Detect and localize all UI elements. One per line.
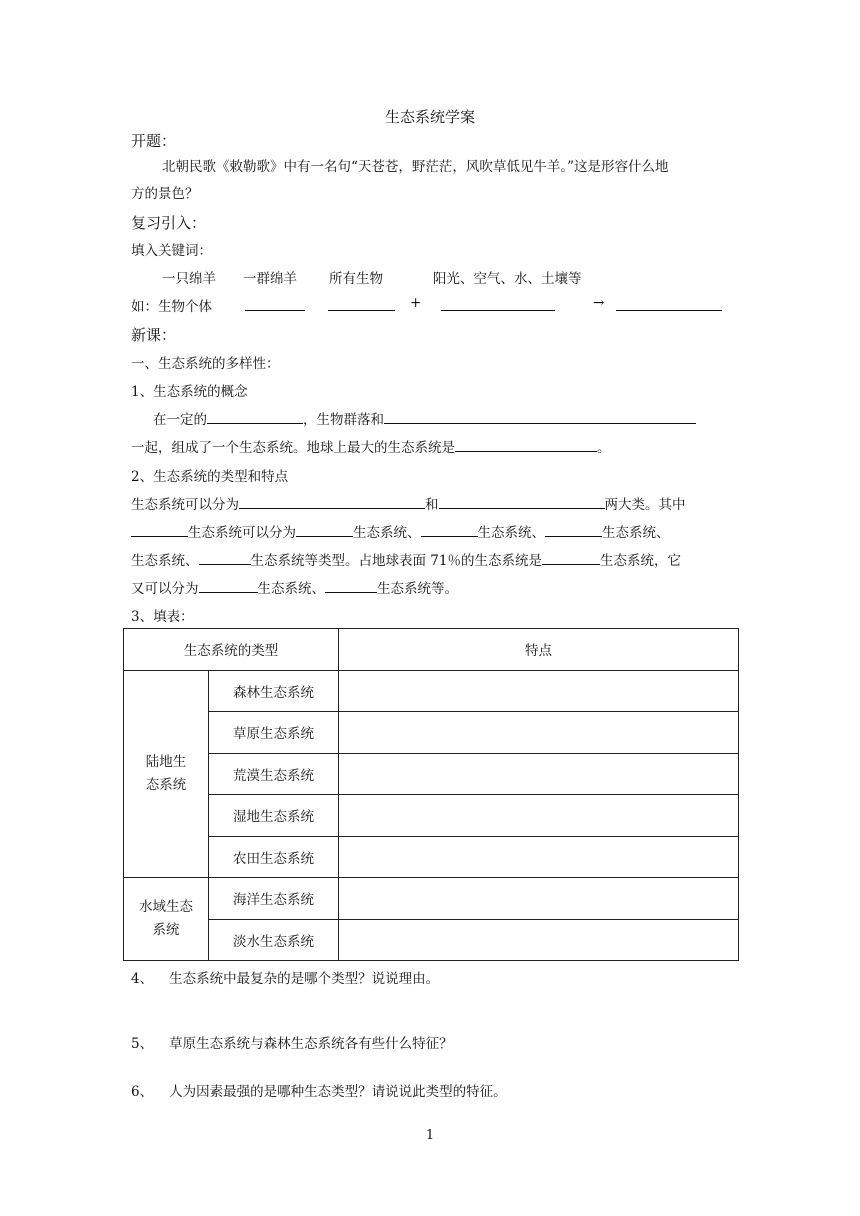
concept-line1	[153, 408, 696, 428]
table-row	[124, 919, 739, 961]
concept-text-c: 一起，组成了一个生态系统。地球上最大的生态系统是	[131, 440, 455, 456]
types-line4	[131, 577, 458, 597]
feature-cell-ocean[interactable]	[339, 878, 739, 920]
freshwater-cell: 淡水生态系统	[209, 919, 339, 961]
review-heading: 复习引入：	[131, 214, 207, 232]
item-3-title: 3、填表：	[131, 609, 194, 625]
question-6	[131, 1080, 507, 1100]
concept-text-b: ，生物群落和	[303, 412, 384, 428]
water-group-line2: 系统	[152, 922, 180, 938]
types-text-e: 生态系统、	[353, 525, 421, 541]
arrow-icon: →	[593, 295, 605, 311]
types-text-g: 生态系统、	[602, 525, 670, 541]
section-1-title: 一、生态系统的多样性：	[131, 356, 280, 372]
concept-blank-2[interactable]	[384, 409, 696, 424]
opening-text-line1: 北朝民歌《敕勒歌》中有一名句“天苍苍，野茫茫，风吹草低见牛羊。”这是形容什么地	[162, 159, 669, 175]
types-blank-9[interactable]	[199, 578, 258, 593]
types-text-j: 生态系统，它	[599, 553, 681, 569]
types-blank-3[interactable]	[131, 522, 188, 537]
table-header-row	[124, 629, 739, 671]
types-text-m: 生态系统等。	[377, 581, 458, 597]
table-row	[124, 878, 739, 920]
opening-text-line2: 方的景色？	[131, 186, 199, 202]
feature-cell-freshwater[interactable]	[339, 919, 739, 961]
feature-cell-farmland[interactable]	[339, 836, 739, 878]
types-blank-5[interactable]	[421, 522, 478, 537]
types-blank-2[interactable]	[439, 494, 605, 509]
ecosystem-types-table	[123, 628, 739, 961]
question-text: 人为因素最强的是哪种生态类型？请说说此类型的特征。	[169, 1084, 507, 1100]
document-title: 生态系统学案	[384, 108, 475, 126]
page-number: 1	[425, 1128, 435, 1143]
concept-blank-1[interactable]	[207, 409, 303, 424]
header-type-cell: 生态系统的类型	[124, 629, 339, 671]
concept-line2	[131, 436, 611, 456]
types-blank-1[interactable]	[239, 494, 425, 509]
keyword-2: 一群绵羊	[243, 271, 297, 287]
forest-cell: 森林生态系统	[209, 670, 339, 712]
review-instruction: 填入关键词：	[131, 243, 212, 259]
types-blank-6[interactable]	[545, 522, 602, 537]
table-row	[124, 836, 739, 878]
types-text-k: 又可以分为	[131, 581, 199, 597]
land-group-line2: 态系统	[145, 776, 187, 793]
types-line1	[131, 493, 686, 513]
blank-3[interactable]	[441, 310, 555, 311]
question-number: 4、	[131, 971, 154, 987]
feature-cell-desert[interactable]	[339, 753, 739, 795]
plus-sign: +	[410, 295, 422, 311]
feature-cell-wetland[interactable]	[339, 795, 739, 837]
blank-4[interactable]	[616, 310, 722, 311]
types-text-i: 生态系统等类型。占地球表面 71％的生态系统是	[250, 553, 542, 569]
types-text-h: 生态系统、	[131, 553, 199, 569]
water-group-line1: 水域生态	[139, 899, 193, 915]
question-text: 生态系统中最复杂的是哪个类型？说说理由。	[169, 971, 440, 987]
example-label: 如：生物个体	[131, 299, 212, 315]
types-blank-10[interactable]	[325, 578, 377, 593]
types-blank-8[interactable]	[542, 550, 600, 565]
land-group-line1: 陆地生	[145, 753, 187, 770]
keyword-4: 阳光、空气、水、土壤等	[433, 271, 582, 287]
types-text-l: 生态系统、	[257, 581, 325, 597]
desert-cell: 荒漠生态系统	[209, 753, 339, 795]
header-feature-cell: 特点	[339, 629, 739, 671]
table-row	[124, 753, 739, 795]
opening-heading: 开题：	[131, 132, 177, 150]
farmland-cell: 农田生态系统	[209, 836, 339, 878]
types-text-f: 生态系统、	[477, 525, 545, 541]
item-1-title: 1、生态系统的概念	[131, 384, 248, 400]
types-text-a: 生态系统可以分为	[131, 497, 239, 513]
types-text-b: 和	[425, 497, 439, 513]
keyword-3: 所有生物	[329, 271, 383, 287]
question-number: 6、	[131, 1084, 154, 1100]
land-group-cell	[124, 670, 209, 878]
item-2-title: 2、生态系统的类型和特点	[131, 469, 289, 485]
feature-cell-forest[interactable]	[339, 670, 739, 712]
types-line3	[131, 549, 681, 569]
wetland-cell: 湿地生态系统	[209, 795, 339, 837]
blank-1[interactable]	[245, 310, 305, 311]
question-text: 草原生态系统与森林生态系统各有些什么特征？	[169, 1036, 453, 1052]
feature-cell-grassland[interactable]	[339, 712, 739, 754]
concept-text-d: 。	[597, 440, 611, 456]
grassland-cell: 草原生态系统	[209, 712, 339, 754]
types-blank-4[interactable]	[296, 522, 353, 537]
table-row	[124, 795, 739, 837]
question-number: 5、	[131, 1036, 154, 1052]
water-group-cell	[124, 878, 209, 961]
keyword-1: 一只绵羊	[162, 271, 216, 287]
ocean-cell: 海洋生态系统	[209, 878, 339, 920]
types-text-d: 生态系统可以分为	[188, 525, 296, 541]
table-row	[124, 712, 739, 754]
types-line2	[131, 521, 670, 541]
new-lesson-heading: 新课：	[131, 326, 177, 344]
question-4	[131, 967, 439, 987]
types-blank-7[interactable]	[199, 550, 251, 565]
question-5	[131, 1032, 453, 1052]
types-text-c: 两大类。其中	[604, 497, 686, 513]
concept-text-a: 在一定的	[153, 412, 207, 428]
table-row	[124, 670, 739, 712]
blank-2[interactable]	[328, 310, 395, 311]
concept-blank-3[interactable]	[455, 437, 597, 452]
